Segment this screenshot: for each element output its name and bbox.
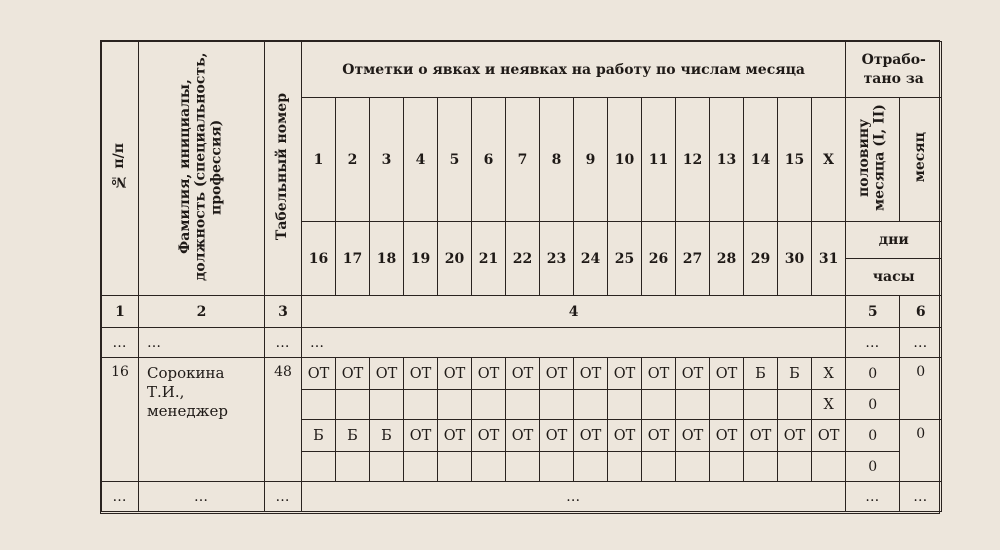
month-days-second: 0	[900, 420, 942, 482]
attendance-mark: ОТ	[608, 420, 642, 452]
employee-name-line3: менеджер	[147, 401, 228, 420]
attendance-hours	[574, 390, 608, 420]
attendance-mark: ОТ	[506, 420, 540, 452]
attendance-hours	[608, 452, 642, 482]
attendance-hours	[540, 452, 574, 482]
day-header: 26	[642, 222, 676, 296]
attendance-mark: ОТ	[710, 358, 744, 390]
attendance-hours	[370, 452, 404, 482]
half2-hours: 0	[846, 452, 900, 482]
colnum-6: 6	[900, 296, 942, 328]
attendance-mark: ОТ	[642, 420, 676, 452]
header-tabnum-label: Табельный номер	[274, 92, 291, 241]
day-header: 6	[472, 98, 506, 222]
ellipsis-cell: …	[302, 482, 846, 512]
attendance-mark: ОТ	[676, 358, 710, 390]
attendance-hours	[438, 452, 472, 482]
attendance-hours	[438, 390, 472, 420]
attendance-mark: ОТ	[540, 420, 574, 452]
day-header: 29	[744, 222, 778, 296]
attendance-hours	[676, 390, 710, 420]
attendance-hours	[574, 452, 608, 482]
attendance-hours	[336, 452, 370, 482]
employee-tabnum: 48	[265, 358, 302, 482]
colnum-1: 1	[102, 296, 139, 328]
day-header: 31	[812, 222, 846, 296]
attendance-mark: ОТ	[710, 420, 744, 452]
day-header: 19	[404, 222, 438, 296]
attendance-mark: ОТ	[370, 358, 404, 390]
attendance-mark: Б	[370, 420, 404, 452]
attendance-mark: ОТ	[506, 358, 540, 390]
day-header: 13	[710, 98, 744, 222]
colnum-5: 5	[846, 296, 900, 328]
attendance-mark: ОТ	[472, 420, 506, 452]
attendance-mark: ОТ	[404, 420, 438, 452]
attendance-mark: ОТ	[744, 420, 778, 452]
header-worked-label: Отрабо-тано за	[861, 51, 926, 87]
attendance-mark: Б	[778, 358, 812, 390]
header-fio-label: Фамилия, инициалы, должность (специальность, профессия)	[176, 52, 225, 281]
attendance-hours	[472, 390, 506, 420]
ellipsis-cell: …	[302, 328, 846, 358]
attendance-mark: ОТ	[336, 358, 370, 390]
day-header: 9	[574, 98, 608, 222]
attendance-hours	[302, 390, 336, 420]
header-fio	[139, 42, 265, 296]
attendance-hours	[676, 452, 710, 482]
half1-days: 0	[846, 358, 900, 390]
attendance-hours	[642, 452, 676, 482]
colnum-4: 4	[302, 296, 846, 328]
attendance-hours	[302, 452, 336, 482]
header-num	[102, 42, 139, 296]
ellipsis-cell: …	[265, 482, 302, 512]
day-header: 21	[472, 222, 506, 296]
day-header: 7	[506, 98, 540, 222]
attendance-mark: ОТ	[540, 358, 574, 390]
employee-name	[139, 358, 265, 482]
colnum-2: 2	[139, 296, 265, 328]
employee-name-line2: Т.И.,	[147, 382, 185, 401]
attendance-hours	[336, 390, 370, 420]
attendance-hours	[710, 390, 744, 420]
attendance-mark: ОТ	[676, 420, 710, 452]
day-header: 12	[676, 98, 710, 222]
header-worked	[846, 42, 942, 98]
attendance-hours	[778, 390, 812, 420]
day-header: 10	[608, 98, 642, 222]
day-header: 8	[540, 98, 574, 222]
month-days-first: 0	[900, 358, 942, 420]
day-header: Х	[812, 98, 846, 222]
half1-hours: 0	[846, 390, 900, 420]
attendance-hours	[404, 452, 438, 482]
colnum-3: 3	[265, 296, 302, 328]
attendance-hours: Х	[812, 390, 846, 420]
employee-name-line1: Сорокина	[147, 364, 225, 382]
ellipsis-cell: …	[139, 482, 265, 512]
header-half	[846, 98, 900, 222]
attendance-hours	[642, 390, 676, 420]
header-month	[900, 98, 942, 222]
attendance-hours	[608, 390, 642, 420]
attendance-hours	[506, 390, 540, 420]
attendance-hours	[540, 390, 574, 420]
header-month-label: месяц	[911, 132, 928, 183]
day-header: 30	[778, 222, 812, 296]
attendance-mark: ОТ	[608, 358, 642, 390]
attendance-mark: ОТ	[404, 358, 438, 390]
day-header: 2	[336, 98, 370, 222]
attendance-mark: ОТ	[472, 358, 506, 390]
day-header: 22	[506, 222, 540, 296]
day-header: 4	[404, 98, 438, 222]
day-header: 16	[302, 222, 336, 296]
ellipsis-cell: …	[900, 482, 942, 512]
attendance-hours	[744, 452, 778, 482]
day-header: 23	[540, 222, 574, 296]
timesheet-grid	[101, 41, 942, 512]
attendance-mark: Б	[336, 420, 370, 452]
header-num-label: № п/п	[111, 143, 128, 190]
day-header: 20	[438, 222, 472, 296]
day-header: 1	[302, 98, 336, 222]
ellipsis-cell: …	[102, 328, 139, 358]
day-header: 25	[608, 222, 642, 296]
half2-days: 0	[846, 420, 900, 452]
attendance-mark: Б	[744, 358, 778, 390]
attendance-mark: ОТ	[438, 420, 472, 452]
day-header: 14	[744, 98, 778, 222]
day-header: 18	[370, 222, 404, 296]
attendance-mark: ОТ	[574, 358, 608, 390]
day-header: 11	[642, 98, 676, 222]
ellipsis-cell: …	[846, 482, 900, 512]
attendance-mark: ОТ	[438, 358, 472, 390]
attendance-mark: ОТ	[302, 358, 336, 390]
day-header: 5	[438, 98, 472, 222]
day-header: 15	[778, 98, 812, 222]
attendance-hours	[472, 452, 506, 482]
ellipsis-cell: …	[846, 328, 900, 358]
attendance-hours	[812, 452, 846, 482]
attendance-hours	[506, 452, 540, 482]
employee-num: 16	[102, 358, 139, 482]
attendance-hours	[370, 390, 404, 420]
attendance-hours	[710, 452, 744, 482]
attendance-mark: Б	[302, 420, 336, 452]
attendance-hours	[404, 390, 438, 420]
header-half-label: половину месяца (I, II)	[856, 104, 888, 211]
day-header: 28	[710, 222, 744, 296]
attendance-mark: ОТ	[812, 420, 846, 452]
attendance-hours	[744, 390, 778, 420]
ellipsis-cell: …	[265, 328, 302, 358]
header-marks: Отметки о явках и неявках на работу по числам месяца	[302, 42, 846, 98]
day-header: 3	[370, 98, 404, 222]
ellipsis-cell: …	[102, 482, 139, 512]
attendance-mark: ОТ	[642, 358, 676, 390]
header-hours: часы	[846, 259, 942, 296]
attendance-hours	[778, 452, 812, 482]
attendance-mark: ОТ	[574, 420, 608, 452]
timesheet-table	[100, 40, 940, 514]
header-tabnum	[265, 42, 302, 296]
ellipsis-cell: …	[900, 328, 942, 358]
ellipsis-cell: …	[139, 328, 265, 358]
day-header: 27	[676, 222, 710, 296]
attendance-mark: ОТ	[778, 420, 812, 452]
day-header: 17	[336, 222, 370, 296]
header-days: дни	[846, 222, 942, 259]
attendance-mark: Х	[812, 358, 846, 390]
day-header: 24	[574, 222, 608, 296]
